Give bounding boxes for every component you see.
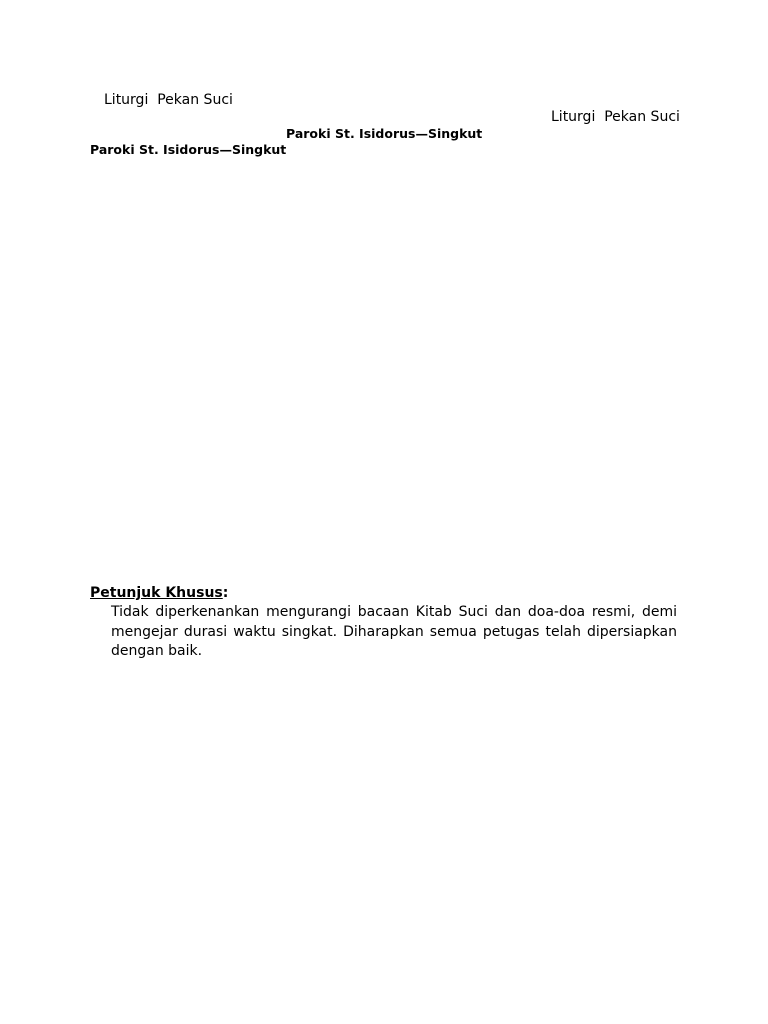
special-instructions-body: Tidak diperkenankan mengurangi bacaan Kitab Suci dan doa-doa resmi, demi mengejar durasi waktu singkat. Diharapkan semua petugas telah dipersiapkan dengan baik.: [111, 604, 677, 659]
special-instructions-heading-text: Petunjuk Khusus: [90, 585, 223, 601]
special-instructions: [90, 584, 677, 662]
special-instructions-heading-colon: :: [222, 585, 229, 601]
header-title-right: Liturgi Pekan Suci: [551, 109, 680, 125]
special-instructions-heading: [90, 584, 677, 603]
header-parish-left: Paroki St. Isidorus—Singkut: [90, 142, 287, 157]
header-parish-center: Paroki St. Isidorus—Singkut: [286, 126, 483, 141]
header-title-left: Liturgi Pekan Suci: [104, 92, 233, 108]
